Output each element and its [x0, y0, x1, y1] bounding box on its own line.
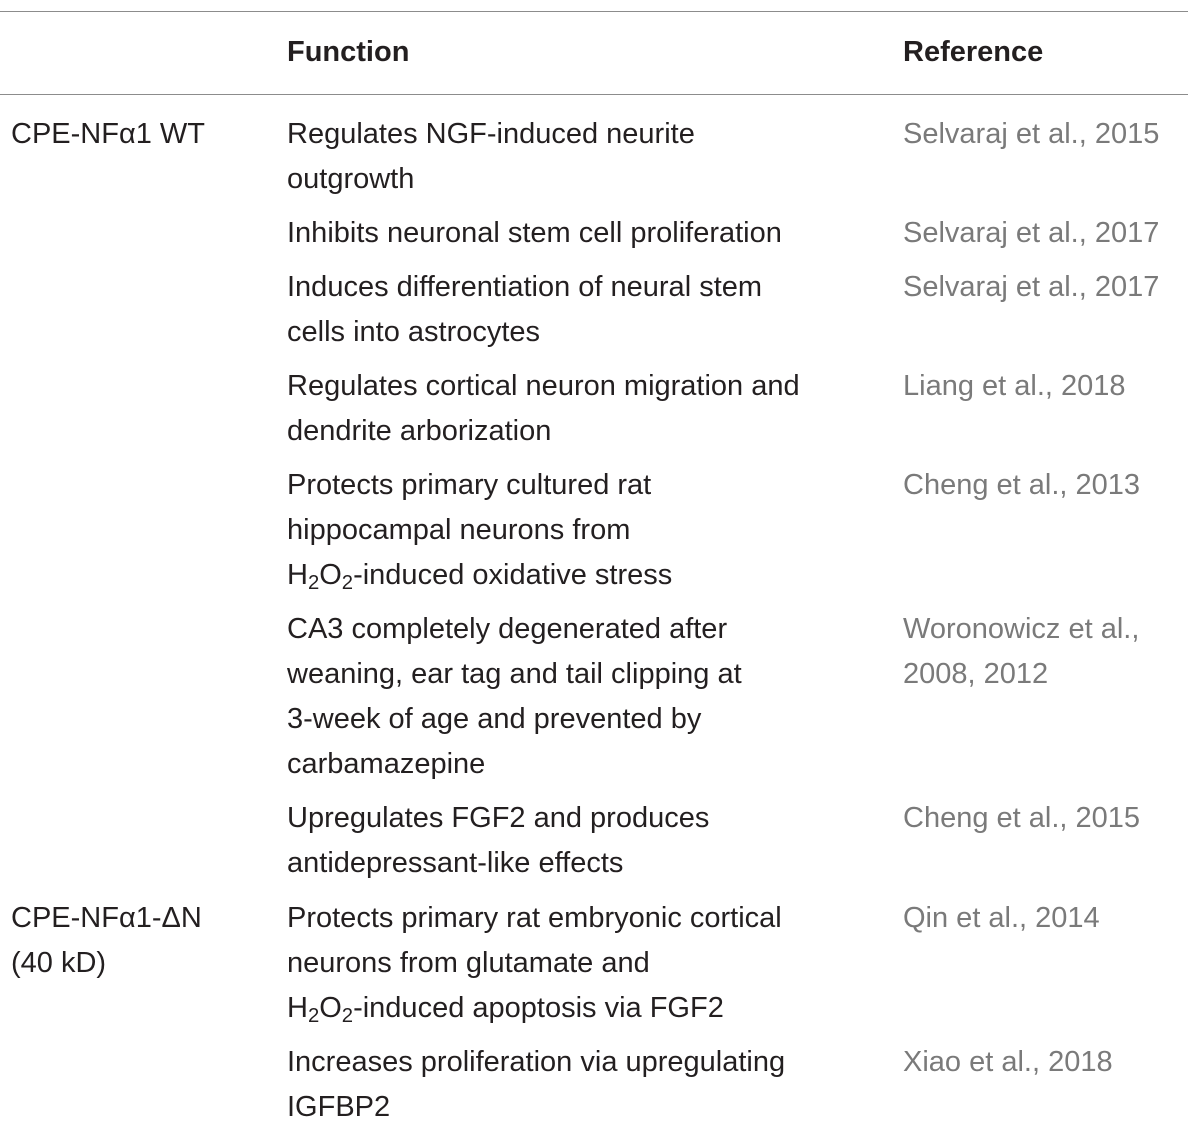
function-line: Protects primary cultured rat: [287, 469, 652, 501]
table-top-rule: [0, 11, 1188, 12]
function-line: neurons from glutamate and: [287, 947, 650, 979]
chem-subscript: 2: [307, 572, 320, 595]
function-cell: [287, 896, 887, 1031]
reference-cell: Selvaraj et al., 2017: [903, 271, 1160, 303]
function-cell: [287, 463, 887, 598]
chem-subscript: 2: [307, 1005, 320, 1028]
reference-cell: Cheng et al., 2013: [903, 469, 1141, 501]
function-line: [287, 986, 887, 1031]
reference-cell: Woronowicz et al., 2008, 2012: [903, 613, 1140, 690]
column-header-function: Function: [287, 36, 410, 68]
chem-subscript: 2: [341, 1005, 354, 1028]
chem-h: H: [287, 992, 308, 1024]
chem-o: O: [319, 559, 342, 591]
function-cell: Increases proliferation via upregulating IGFBP2: [287, 1046, 786, 1123]
chem-subscript: 2: [341, 572, 354, 595]
reference-cell: Selvaraj et al., 2017: [903, 217, 1160, 249]
function-cell: Inhibits neuronal stem cell proliferation: [287, 217, 782, 249]
function-cell: Regulates NGF-induced neurite outgrowth: [287, 118, 695, 195]
function-line: [287, 553, 887, 598]
reference-cell: Liang et al., 2018: [903, 370, 1126, 402]
agent-cell: CPE-NFα1 WT: [11, 118, 205, 150]
reference-cell: Selvaraj et al., 2015: [903, 118, 1160, 150]
function-cell: CA3 completely degenerated after weaning, ear tag and tail clipping at 3-week of age and prevented by carbamazepine: [287, 613, 742, 780]
reference-cell: Xiao et al., 2018: [903, 1046, 1113, 1078]
agent-cell: CPE-NFα1-ΔN (40 kD): [11, 902, 202, 979]
chem-h: H: [287, 559, 308, 591]
function-rest: -induced oxidative stress: [353, 559, 673, 591]
function-line: hippocampal neurons from: [287, 514, 631, 546]
reference-cell: Qin et al., 2014: [903, 902, 1100, 934]
table-header-rule: [0, 94, 1188, 95]
chem-o: O: [319, 992, 342, 1024]
column-header-reference: Reference: [903, 36, 1044, 68]
function-rest: -induced apoptosis via FGF2: [353, 992, 724, 1024]
function-cell: Induces differentiation of neural stem cells into astrocytes: [287, 271, 763, 348]
function-line: Protects primary rat embryonic cortical: [287, 902, 782, 934]
function-cell: Regulates cortical neuron migration and dendrite arborization: [287, 370, 800, 447]
function-cell: Upregulates FGF2 and produces antidepressant-like effects: [287, 802, 710, 879]
reference-cell: Cheng et al., 2015: [903, 802, 1141, 834]
